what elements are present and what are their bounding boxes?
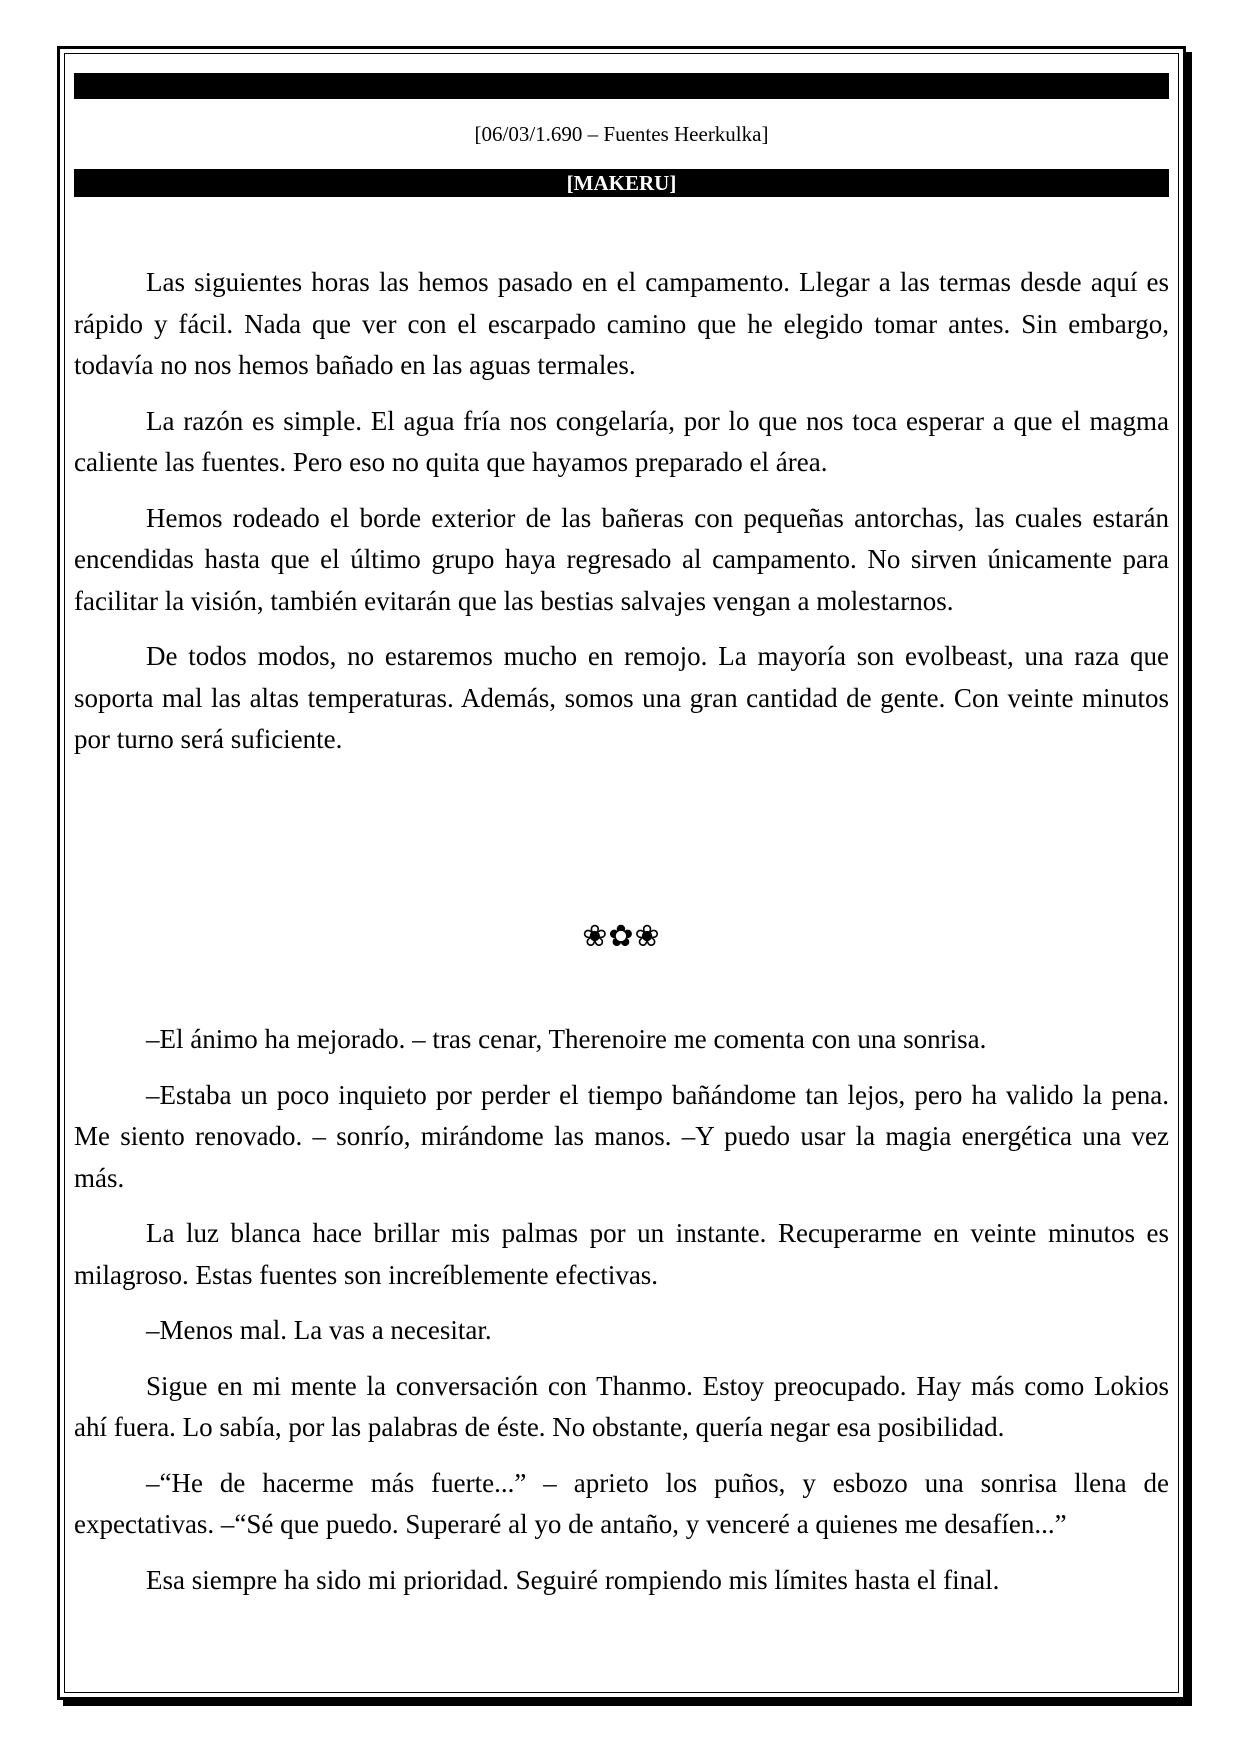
paragraph: –Menos mal. La vas a necesitar. — [146, 1315, 492, 1345]
chapter-date-location: [06/03/1.690 – Fuentes Heerkulka] — [474, 122, 769, 146]
paragraph: –El ánimo ha mejorado. – tras cenar, Therenoire me comenta con una sonrisa. — [146, 1024, 987, 1054]
narrator-bar — [74, 169, 1169, 197]
section-two — [74, 1019, 1169, 1615]
top-decorative-bar — [74, 73, 1169, 99]
paragraph: Las siguientes horas las hemos pasado en el campamento. Llegar a las termas desde aquí es rápido y fácil. Nada que ver con el escarpado camino que he elegido tomar antes. Sin embargo, todavía no nos hemos bañado en las aguas termales. — [74, 267, 1169, 380]
paragraph: Esa siempre ha sido mi prioridad. Seguiré rompiendo mis límites hasta el final. — [146, 1564, 1000, 1595]
section-one — [74, 262, 1169, 775]
paragraph: La razón es simple. El agua fría nos congelaría, por lo que nos toca esperar a que el magma caliente las fuentes. Pero eso no quita que hayamos preparado el área. — [74, 405, 1169, 477]
paragraph: –Estaba un poco inquieto por perder el tiempo bañándome tan lejos, pero ha valido la pena. Me siento renovado. – sonrío, mirándome las manos. –Y puedo usar la magia energética una vez más. — [74, 1079, 1169, 1193]
paragraph: Hemos rodeado el borde exterior de las bañeras con pequeñas antorchas, las cuales estarán encendidas hasta que el último grupo haya regresado al campamento. No sirven únicamente para facilitar la visión, también evitarán que las bestias salvajes vengan a molestarnos. — [74, 502, 1169, 616]
paragraph: –“He de hacerme más fuerte...” – aprieto los puños, y esbozo una sonrisa llena de expectativas. –“Sé que puedo. Superaré al yo de antaño, y venceré a quienes me desafíen...” — [74, 1467, 1169, 1539]
flower-separator-icon: ❀✿❀ — [582, 919, 661, 954]
narrator-name: [MAKERU] — [566, 171, 677, 195]
page-frame — [57, 46, 1186, 1700]
paragraph: La luz blanca hace brillar mis palmas por un instante. Recuperarme en veinte minutos es milagroso. Estas fuentes son increíblemente efectivas. — [74, 1218, 1169, 1290]
paragraph: De todos modos, no estaremos mucho en remojo. La mayoría son evolbeast, una raza que soporta mal las altas temperaturas. Además, somos una gran cantidad de gente. Con veinte minutos por turno será suficiente. — [74, 641, 1169, 754]
paragraph: Sigue en mi mente la conversación con Thanmo. Estoy preocupado. Hay más como Lokios ahí fuera. Lo sabía, por las palabras de éste. No obstante, quería negar esa posibilidad. — [74, 1370, 1169, 1442]
